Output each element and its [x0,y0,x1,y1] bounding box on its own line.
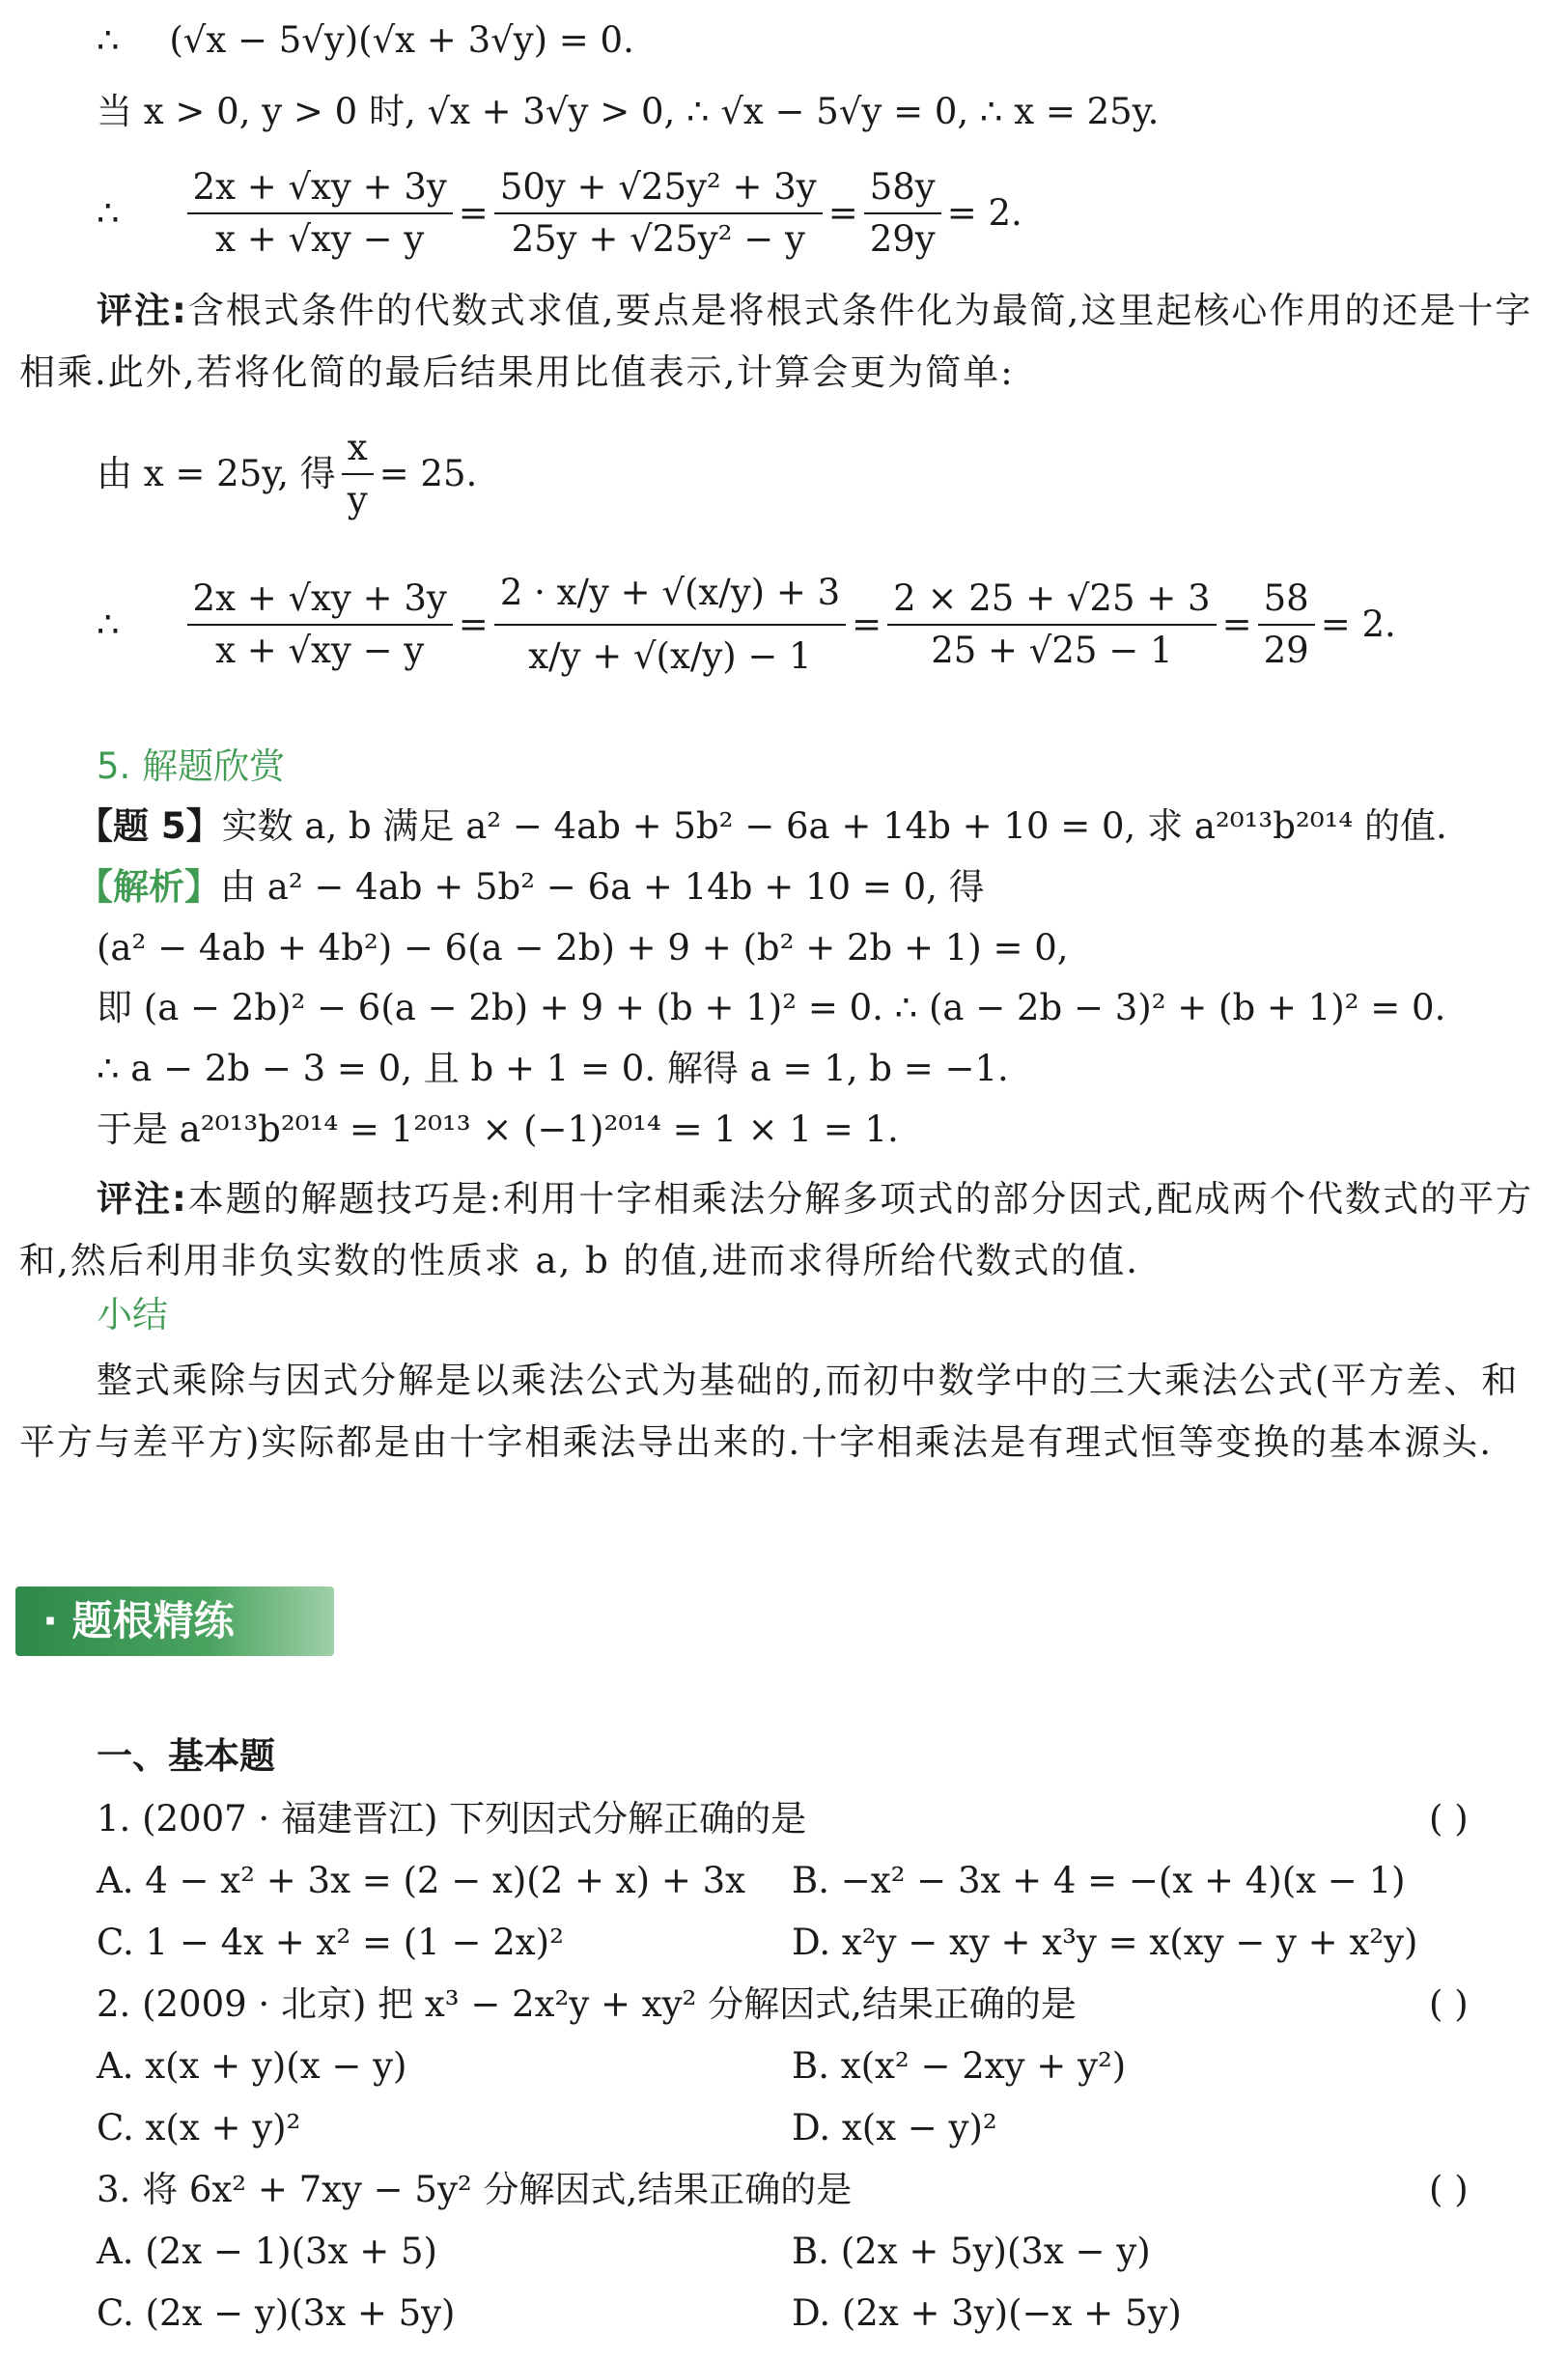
step-line-2: 即 (a − 2b)² − 6(a − 2b) + 9 + (b + 1)² = 0. ∴ (a − 2b − 3)² + (b + 1)² = 0. [97,987,1446,1028]
banner-title: · 题根精练 [42,1597,235,1644]
analysis-text: 由 a² − 4ab + 5b² − 6a + 14b + 10 = 0, 得 [220,866,985,908]
comment-paragraph-1 [19,280,1554,404]
ratio-result: = 25. [378,453,478,494]
denominator: 29y [869,218,936,260]
basic-heading: 一、基本题 [97,1735,275,1777]
q2-option-d: D. x(x − y)² [792,2107,997,2148]
numerator: 2 · x/y + √(x/y) + 3 [494,570,846,626]
result-text: = 2. [946,192,1022,234]
fraction [494,570,846,680]
equals-sign: = [1221,604,1252,645]
denominator: 25 + √25 − 1 [931,630,1173,671]
comment-text: 本题的解题技巧是:利用十字相乘法分解多项式的部分因式,配成两个代数式的平方和,然后利用非负实数的性质求 a, b 的值,进而求得所给代数式的值. [19,1178,1534,1281]
denominator: 25y + √25y² − y [511,218,805,260]
fraction [187,164,453,263]
ratio-text: 由 x = 25y, 得 [97,453,336,494]
equals-sign: = [458,192,489,234]
step-line-4: 于是 a²⁰¹³b²⁰¹⁴ = 1²⁰¹³ × (−1)²⁰¹⁴ = 1 × 1 = 1. [97,1109,899,1150]
fraction [342,425,374,523]
comment-text: 含根式条件的代数式求值,要点是将根式条件化为最简,这里起核心作用的还是十字相乘.此外,若将化简的最后结果用比值表示,计算会更为简单: [19,290,1533,393]
numerator: 2x + √xy + 3y [187,576,453,626]
q1-stem: 1. (2007 · 福建晋江) 下列因式分解正确的是 [97,1798,807,1839]
equals-sign: = [827,192,858,234]
step-line-1: (a² − 4ab + 4b²) − 6(a − 2b) + 9 + (b² + 2b + 1) = 0, [97,927,1069,969]
therefore-symbol: ∴ [97,604,120,645]
answer-blank: ( ) [1429,1798,1469,1839]
therefore-symbol: ∴ [97,19,120,61]
numerator: 58y [864,164,941,214]
denominator: y [347,479,368,520]
q1-option-c: C. 1 − 4x + x² = (1 − 2x)² [97,1922,564,1963]
q3-option-a: A. (2x − 1)(3x + 5) [97,2231,437,2272]
q2-option-a: A. x(x + y)(x − y) [97,2045,407,2087]
equals-sign: = [852,604,882,645]
step-line-3: ∴ a − 2b − 3 = 0, 且 b + 1 = 0. 解得 a = 1, b = −1. [97,1048,1009,1089]
fraction-line-2 [97,570,1396,680]
comment-paragraph-2 [19,1168,1554,1292]
analysis-line [77,864,985,911]
condition-line [97,89,1159,135]
q2-option-c: C. x(x + y)² [97,2107,301,2148]
numerator: 50y + √25y² + 3y [494,164,823,214]
numerator: 2 × 25 + √25 + 3 [887,576,1216,626]
equals-sign: = [458,604,489,645]
q1-option-b: B. −x² − 3x + 4 = −(x + 4)(x − 1) [792,1860,1406,1901]
fraction [887,576,1216,674]
q3-option-b: B. (2x + 5y)(3x − y) [792,2231,1151,2272]
problem-tag: 【题 5】 [77,805,222,847]
q2-stem: 2. (2009 · 北京) 把 x³ − 2x²y + xy² 分解因式,结果正确的是 [97,1983,1077,2025]
q1-option-a: A. 4 − x² + 3x = (2 − x)(2 + x) + 3x [97,1860,745,1901]
result-text: = 2. [1320,604,1396,645]
equation-line: (√x − 5√y)(√x + 3√y) = 0. [169,19,634,61]
denominator: x/y + √(x/y) − 1 [528,635,812,677]
numerator: 2x + √xy + 3y [187,164,453,214]
comment-label: 评注: [97,290,188,331]
therefore-line-1 [97,17,634,64]
problem-line [77,803,1447,850]
fraction [864,164,941,263]
q1-option-d: D. x²y − xy + x³y = x(xy − y + x²y) [792,1922,1418,1963]
analysis-tag: 【解析】 [77,866,220,908]
q3-option-c: C. (2x − y)(3x + 5y) [97,2292,456,2334]
denominator: x + √xy − y [215,630,425,671]
comment-label: 评注: [97,1178,188,1220]
q3-stem: 3. 将 6x² + 7xy − 5y² 分解因式,结果正确的是 [97,2169,853,2210]
fraction-line-1 [97,164,1022,263]
summary-paragraph: 整式乘除与因式分解是以乘法公式为基础的,而初中数学中的三大乘法公式(平方差、和平方与差平方)实际都是由十字相乘法导出来的.十字相乘法是有理式恒等变换的基本源头. [19,1360,1520,1463]
therefore-symbol: ∴ [97,192,120,234]
condition-text: 当 x > 0, y > 0 时, √x + 3√y > 0, ∴ √x − 5√y = 0, ∴ x = 25y. [97,91,1160,132]
denominator: 29 [1263,630,1309,671]
answer-blank: ( ) [1429,2169,1469,2210]
answer-blank: ( ) [1429,1983,1469,2025]
q2-option-b: B. x(x² − 2xy + y²) [792,2045,1127,2087]
section-banner [15,1587,334,1656]
fraction [187,576,453,674]
section-heading: 5. 解题欣赏 [97,745,286,787]
ratio-line [97,425,477,523]
q3-option-d: D. (2x + 3y)(−x + 5y) [792,2292,1182,2334]
fraction [1258,576,1315,674]
numerator: x [342,425,374,475]
summary-heading: 小结 [97,1294,168,1335]
fraction [494,164,823,263]
numerator: 58 [1258,576,1315,626]
problem-text: 实数 a, b 满足 a² − 4ab + 5b² − 6a + 14b + 10 = 0, 求 a²⁰¹³b²⁰¹⁴ 的值. [221,805,1447,847]
denominator: x + √xy − y [215,218,425,260]
